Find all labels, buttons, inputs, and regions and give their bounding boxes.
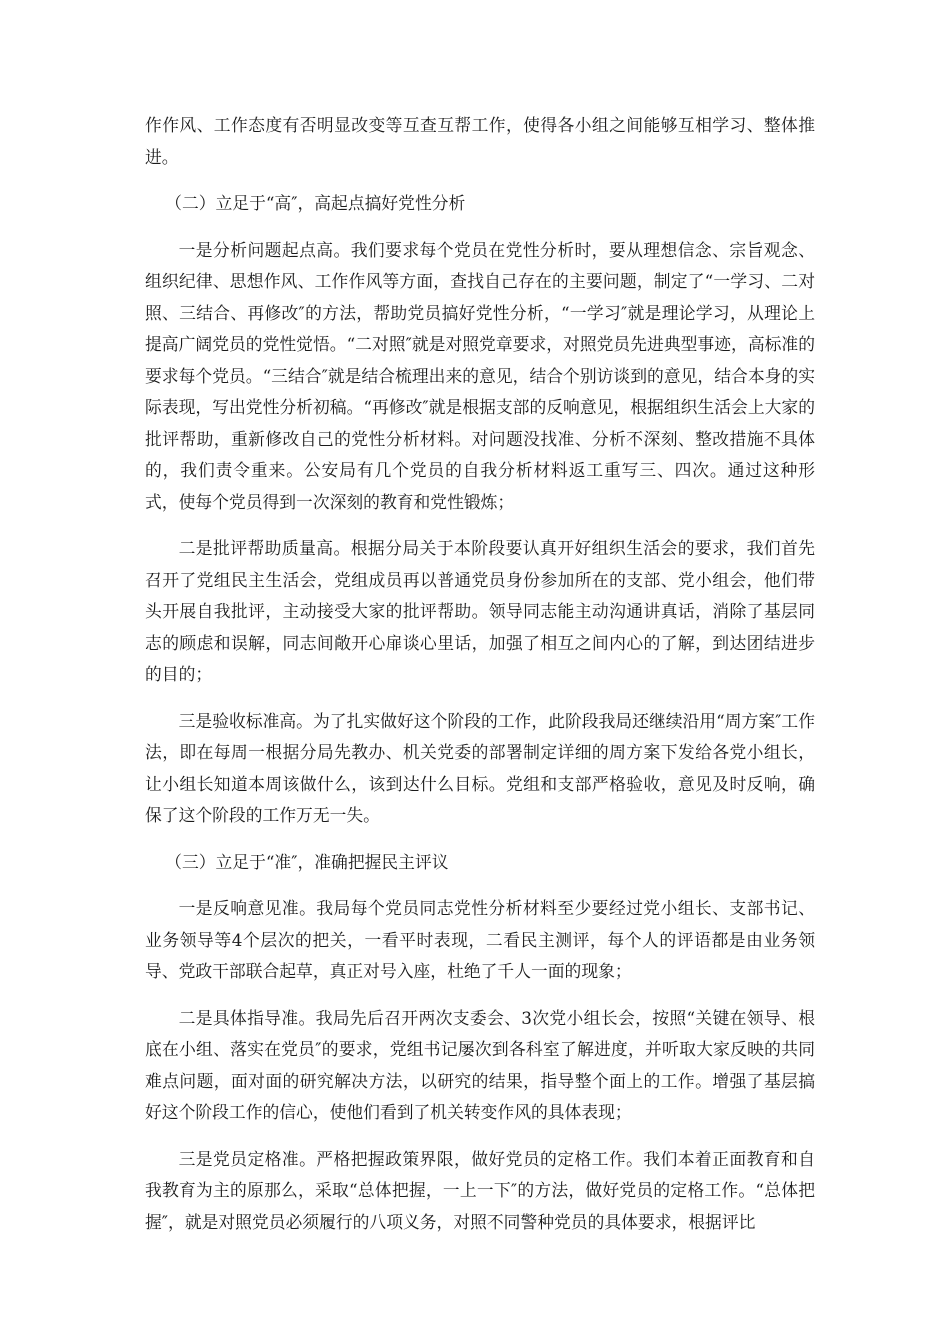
paragraph: 二是具体指导准。我局先后召开两次支委会、3次党小组长会，按照“关键在领导、根底在小组、落实在党员″的要求，党组书记屡次到各科室了解进度，并听取大家反映的共同难点问题，面对面的研究解决方法，以研究的结果，指导整个面上的工作。增强了基层搞好这个阶段工作的信心，使他们看到了机关转变作风的具体表现； <box>145 1007 815 1122</box>
paragraph: 一是反响意见准。我局每个党员同志党性分析材料至少要经过党小组长、支部书记、业务领导等4个层次的把关，一看平时表现，二看民主测评，每个人的评语都是由业务领导、党政干部联合起草，真正对号入座，杜绝了千人一面的现象； <box>145 898 815 981</box>
paragraph: 三是党员定格准。严格把握政策界限，做好党员的定格工作。我们本着正面教育和自我教育为主的原那么，采取“总体把握，一上一下″的方法，做好党员的定格工作。“总体把握″，就是对照党员必须履行的八项义务，对照不同警种党员的具体要求，根据评比 <box>145 1148 815 1232</box>
document-body <box>145 110 815 1253</box>
section-heading-3: （三）立足于“准″，准确把握民主评议 <box>165 851 449 872</box>
paragraph: 一是分析问题起点高。我们要求每个党员在党性分析时，要从理想信念、宗旨观念、组织纪律、思想作风、工作作风等方面，查找自己存在的主要问题，制定了“一学习、二对照、三结合、再修改″的方法，帮助党员搞好党性分析，“一学习″就是理论学习，从理论上提高广阔党员的党性觉悟。“二对照″就是对照党章要求，对照党员先进典型事迹，高标准的要求每个党员。“三结合″就是结合梳理出来的意见，结合个别访谈到的意见，结合本身的实际表现，写出党性分析初稿。“再修改″就是根据支部的反响意见，根据组织生活会上大家的批评帮助，重新修改自己的党性分析材料。对问题没找准、分析不深刻、整改措施不具体的，我们责令重来。公安局有几个党员的自我分析材料返工重写三、四次。通过这种形式，使每个党员得到一次深刻的教育和党性锻炼； <box>145 239 815 512</box>
section-heading-2: （二）立足于“高″，高起点搞好党性分析 <box>165 193 466 213</box>
paragraph: 二是批评帮助质量高。根据分局关于本阶段要认真开好组织生活会的要求，我们首先召开了党组民主生活会，党组成员再以普通党员身份参加所在的支部、党小组会，他们带头开展自我批评，主动接受大家的批评帮助。领导同志能主动沟通讲真话，消除了基层同志的顾虑和误解，同志间敞开心扉谈心里话，加强了相互之间内心的了解，到达团结进步的目的； <box>145 538 815 684</box>
paragraph: 三是验收标准高。为了扎实做好这个阶段的工作，此阶段我局还继续沿用“周方案″工作法，即在每周一根据分局先教办、机关党委的部署制定详细的周方案下发给各党小组长，让小组长知道本周该做什么，该到达什么目标。党组和支部严格验收，意见及时反响，确保了这个阶段的工作万无一失。 <box>145 710 815 825</box>
paragraph-continued: 作作风、工作态度有否明显改变等互查互帮工作，使得各小组之间能够互相学习、整体推进。 <box>145 115 815 167</box>
